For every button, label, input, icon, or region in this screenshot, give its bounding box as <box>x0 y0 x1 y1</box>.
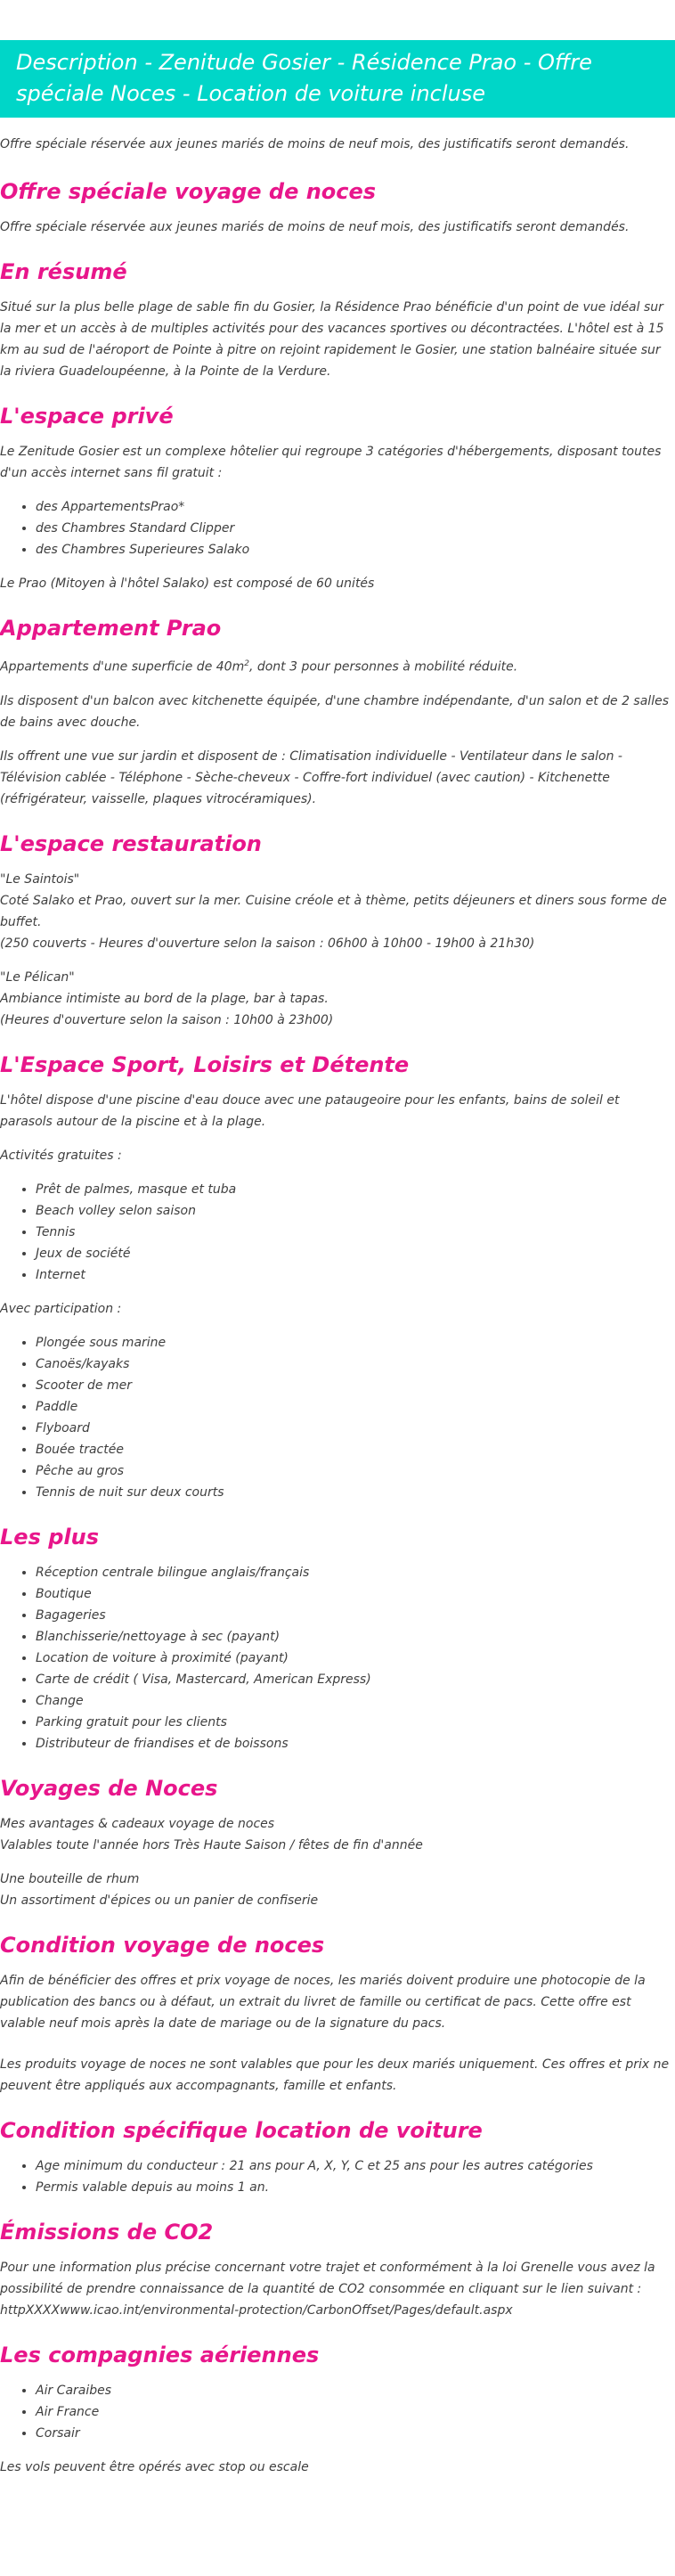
list-item: • Pêche au gros <box>36 1460 675 1482</box>
list-item: • Canoës/kayaks <box>36 1353 675 1375</box>
list-item: • Change <box>36 1690 675 1712</box>
appartement-equipment: Ils disposent d'un balcon avec kitchenette équipée, d'une chambre indépendante, d'un salon et de 2 salles de bains avec douche. <box>0 693 669 730</box>
section-title-prive: L'espace privé <box>0 404 174 429</box>
list-item: • Bouée tractée <box>36 1439 675 1460</box>
prive-text: Le Zenitude Gosier est un complexe hôtelier qui regroupe 3 catégories d'hébergements, disposant toutes d'un accès internet sans fil gratuit : <box>0 445 662 480</box>
list-item: • Jeux de société <box>36 1243 675 1264</box>
list-item: • Paddle <box>36 1396 675 1418</box>
list-item: • Tennis de nuit sur deux courts <box>36 1482 675 1503</box>
emissions-text: Pour une information plus précise concernant votre trajet et conformément à la loi Grenelle vous avez la possibilité de prendre connaissance de la quantité de CO2 consommée en cliquant sur le lien suivant : httpXXXXwww.icao.int/environmental-protection/CarbonOffset/Pages/default.aspx <box>0 2260 655 2318</box>
list-item: • Plongée sous marine <box>36 1332 675 1353</box>
list-item: • Bagageries <box>36 1605 675 1626</box>
section-title-voyages: Voyages de Noces <box>0 1775 218 1801</box>
list-item: • Corsair <box>36 2423 675 2444</box>
list-item: • Carte de crédit ( Visa, Mastercard, American Express) <box>36 1669 675 1690</box>
section-title-compagnies: Les compagnies aériennes <box>0 2342 320 2367</box>
paid-activities-label: Avec participation : <box>0 1301 122 1316</box>
section-title-offre: Offre spéciale voyage de noces <box>0 179 377 204</box>
list-item: • Tennis <box>36 1222 675 1243</box>
list-item: • Blanchisserie/nettoyage à sec (payant) <box>36 1626 675 1648</box>
voyages-gifts: Une bouteille de rhum Un assortiment d'épices ou un panier de confiserie <box>0 1871 319 1908</box>
location-list <box>0 2155 675 2198</box>
list-item: • Age minimum du conducteur : 21 ans pour A, X, Y, C et 25 ans pour les autres catégories <box>36 2155 675 2177</box>
list-item: • Distributeur de friandises et de boissons <box>36 1733 675 1754</box>
free-activities-list <box>0 1179 675 1286</box>
restaurant-saintois: "Le Saintois" Coté Salako et Prao, ouvert sur la mer. Cuisine créole et à thème, petits déjeuners et diners sous forme de buffet. (250 couverts - Heures d'ouverture selon la saison : 06h00 à 10h00 - 19h00 à 21h30) <box>0 871 667 951</box>
list-item: • Internet <box>36 1264 675 1286</box>
section-title-location: Condition spécifique location de voiture <box>0 2117 483 2143</box>
prive-note: Le Prao (Mitoyen à l'hôtel Salako) est composé de 60 unités <box>0 577 375 591</box>
list-item: • des Chambres Standard Clipper <box>36 518 675 539</box>
voyages-advantages: Mes avantages & cadeaux voyage de noces Valables toute l'année hors Très Haute Saison / fêtes de fin d'année <box>0 1816 423 1852</box>
airlines-note: Les vols peuvent être opérés avec stop ou escale <box>0 2459 309 2474</box>
prive-list <box>0 496 675 560</box>
airlines-list <box>0 2380 675 2444</box>
list-item: • Air France <box>36 2401 675 2423</box>
list-item: • Beach volley selon saison <box>36 1200 675 1222</box>
plus-list <box>0 1562 675 1754</box>
list-item: • Réception centrale bilingue anglais/français <box>36 1562 675 1583</box>
condition-text-2: Les produits voyage de noces ne sont valables que pour les deux mariés uniquement. Ces offres et prix ne peuvent être appliqués aux accompagnants, famille et enfants. <box>0 2057 670 2093</box>
paid-activities-list <box>0 1332 675 1503</box>
section-title-emissions: Émissions de CO2 <box>0 2219 214 2245</box>
condition-text-1: Afin de bénéficier des offres et prix voyage de noces, les mariés doivent produire une photocopie de la publication des bancs ou à défaut, un extrait du livret de famille ou certificat de pacs. Cette offre est valable neuf mois après la date de mariage ou de la signature du pacs. <box>0 1973 646 2031</box>
free-activities-label: Activités gratuites : <box>0 1148 122 1163</box>
section-title-appartement: Appartement Prao <box>0 616 222 641</box>
intro-text: Offre spéciale réservée aux jeunes mariés de moins de neuf mois, des justificatifs seront demandés. <box>0 137 630 151</box>
offre-text: Offre spéciale réservée aux jeunes mariés de moins de neuf mois, des justificatifs seront demandés. <box>0 220 630 234</box>
list-item: • Location de voiture à proximité (payant) <box>36 1648 675 1669</box>
list-item: • Prêt de palmes, masque et tuba <box>36 1179 675 1200</box>
list-item: • Scooter de mer <box>36 1375 675 1396</box>
appartement-amenities: Ils offrent une vue sur jardin et disposent de : Climatisation individuelle - Ventilateur dans le salon - Télévision cablée - Téléphone - Sèche-cheveux - Coffre-fort individuel (avec caution) - Kitchenette (réfrigérateur, vaisselle, plaques vitrocéramiques). <box>0 748 622 806</box>
list-item: • Permis valable depuis au moins 1 an. <box>36 2177 675 2198</box>
restaurant-pelican: "Le Pélican" Ambiance intimiste au bord de la plage, bar à tapas. (Heures d'ouverture selon la saison : 10h00 à 23h00) <box>0 969 334 1027</box>
section-title-sport: L'Espace Sport, Loisirs et Détente <box>0 1051 410 1077</box>
list-item: • des AppartementsPrao* <box>36 496 675 518</box>
list-item: • Boutique <box>36 1583 675 1605</box>
resume-text: Situé sur la plus belle plage de sable fin du Gosier, la Résidence Prao bénéficie d'un point de vue idéal sur la mer et un accès à de multiples activités pour des vacances sportives ou décontractées. L'hôtel est à 15 km au sud de l'aéroport de Pointe à pitre on rejoint rapidement le Gosier, une station balnéaire située sur la riviera Guadeloupéenne, à la Pointe de la Verdure. <box>0 300 664 379</box>
appartement-surface: Appartements d'une superficie de $40m^2$, dont 3 pour personnes à mobilité réduite. <box>0 659 518 675</box>
sport-text: L'hôtel dispose d'une piscine d'eau douce avec une pataugeoire pour les enfants, bains de soleil et parasols autour de la piscine et à la plage. <box>0 1092 620 1129</box>
list-item: • Flyboard <box>36 1418 675 1439</box>
page-title: Description - Zenitude Gosier - Résidence Prao - Offre spéciale Noces - Location de voiture incluse <box>16 50 592 106</box>
list-item: • Air Caraibes <box>36 2380 675 2401</box>
title-banner <box>0 40 675 118</box>
description-content <box>0 134 675 2478</box>
section-title-resume: En résumé <box>0 259 127 284</box>
list-item: • des Chambres Superieures Salako <box>36 539 675 560</box>
page <box>0 40 675 2478</box>
list-item: • Parking gratuit pour les clients <box>36 1712 675 1733</box>
section-title-condition: Condition voyage de noces <box>0 1932 325 1958</box>
section-title-plus: Les plus <box>0 1524 99 1550</box>
section-title-restauration: L'espace restauration <box>0 830 262 856</box>
